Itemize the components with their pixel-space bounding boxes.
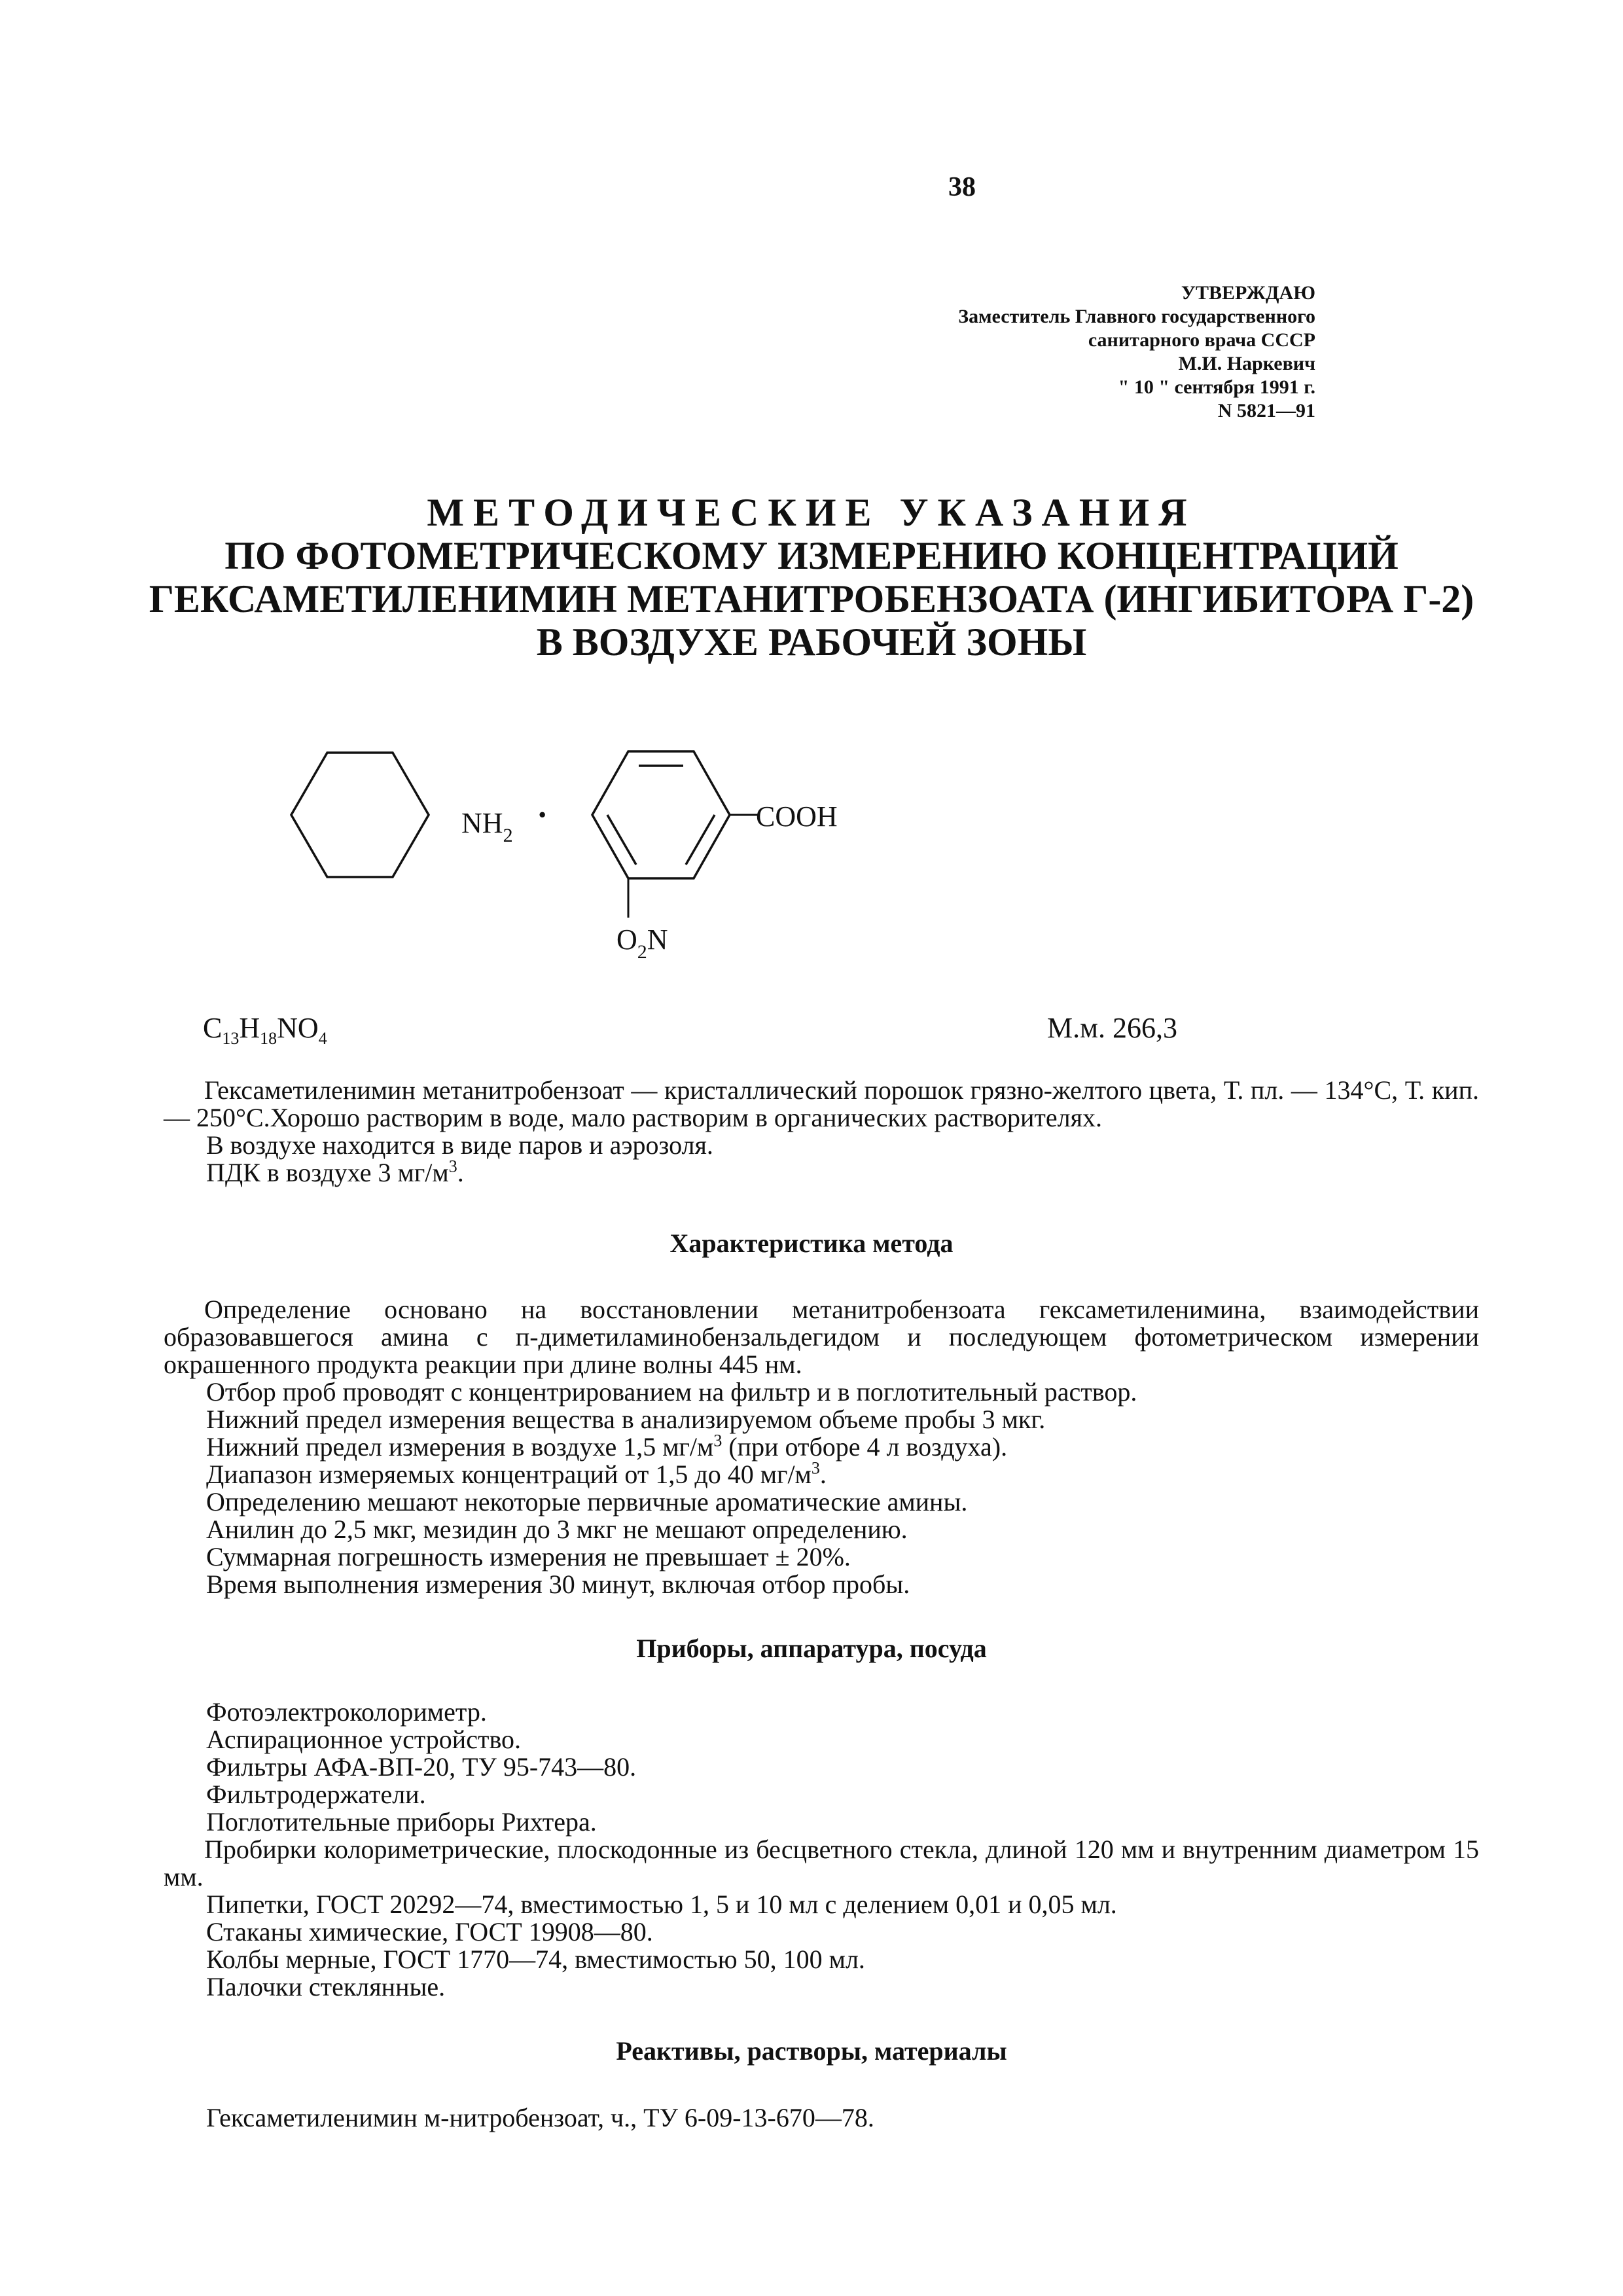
paragraph: В воздухе находится в виде паров и аэрозоля. — [206, 1130, 713, 1160]
list-item: Гексаметиленимин м-нитробензоат, ч., ТУ 6-09-13-670—78. — [206, 2103, 874, 2132]
benzene-ring — [592, 751, 730, 878]
page-number: 38 — [948, 172, 976, 202]
list-item: Время выполнения измерения 30 минут, включая отбор пробы. — [206, 1570, 910, 1599]
approval-date: " 10 " сентября 1991 г. — [1118, 376, 1315, 398]
title-line: В ВОЗДУХЕ РАБОЧЕЙ ЗОНЫ — [536, 620, 1087, 664]
list-item: Анилин до 2,5 мкг, мезидин до 3 мкг не мешают определению. — [206, 1515, 908, 1544]
list-item: Аспирационное устройство. — [206, 1725, 522, 1754]
section-heading: Приборы, аппаратура, посуда — [636, 1634, 987, 1663]
list-item: Фильтры АФА-ВП-20, ТУ 95-743—80. — [206, 1752, 637, 1782]
document-title — [131, 491, 1492, 664]
paragraph: Определение основано на восстановлении метанитробензоата гексаметиленимина, взаимодействии образовавшегося амина с п-диметиламинобензальдегидом и последующем фотометрическом измерении окрашенного продукта реакции при длине волны 445 нм. — [164, 1295, 1479, 1379]
approval-number: N 5821—91 — [1217, 400, 1315, 422]
cyclohexane-ring — [291, 753, 429, 877]
amine-label: $NH_2$ — [461, 807, 513, 846]
list-item: Определению мешают некоторые первичные ароматические амины. — [206, 1487, 968, 1516]
approval-stamp — [818, 281, 1315, 423]
section-heading: Характеристика метода — [669, 1229, 954, 1258]
list-item: Фильтродержатели. — [206, 1780, 426, 1809]
carboxyl-label: COOH — [756, 800, 838, 833]
list-item: Пробирки колориметрические, плоскодонные из бесцветного стекла, длиной 120 мм и внутренним диаметром 15 мм. — [164, 1835, 1479, 1892]
title-line: МЕТОДИЧЕСКИЕ УКАЗАНИЯ — [427, 491, 1196, 534]
title-line: ГЕКСАМЕТИЛЕНИМИН МЕТАНИТРОБЕНЗОАТА (ИНГИБИТОРА Г-2) — [149, 577, 1474, 620]
molecular-formula: $C_{13}H_{18}NO_4$ — [203, 1012, 327, 1048]
list-item: Колбы мерные, ГОСТ 1770—74, вместимостью 50, 100 мл. — [206, 1945, 865, 1974]
list-item: Суммарная погрешность измерения не превышает ± 20%. — [206, 1542, 851, 1571]
approval-heading: УТВЕРЖДАЮ — [1181, 282, 1315, 304]
nitro-label: $O_2N$ — [616, 924, 668, 963]
list-item: Нижний предел измерения вещества в анализируемом объеме пробы 3 мкг. — [206, 1405, 1046, 1434]
approval-name: М.И. Наркевич — [1178, 353, 1315, 374]
list-item: Отбор проб проводят с концентрированием на фильтр и в поглотительный раствор. — [206, 1377, 1137, 1407]
salt-dot: · — [537, 797, 548, 834]
list-item: Фотоэлектроколориметр. — [206, 1697, 487, 1727]
approval-position: санитарного врача СССР — [1088, 329, 1315, 351]
molecular-mass: М.м. 266,3 — [1047, 1012, 1177, 1044]
list-item: Стаканы химические, ГОСТ 19908—80. — [206, 1917, 653, 1946]
paragraph: Гексаметиленимин метанитробензоат — кристаллический порошок грязно-желтого цвета, Т. пл. — 134°С, Т. кип. — 250°С.Хорошо растворим в воде, мало растворим в органических растворителях. — [164, 1075, 1479, 1132]
list-item: Пипетки, ГОСТ 20292—74, вместимостью 1, 5 и 10 мл с делением 0,01 и 0,05 мл. — [206, 1890, 1117, 1919]
list-item: Диапазон измеряемых концентраций от 1,5 до 40 $мг/м^3$. — [206, 1458, 827, 1489]
list-item: Поглотительные приборы Рихтера. — [206, 1807, 597, 1837]
approval-position: Заместитель Главного государственного — [958, 306, 1315, 327]
section-heading: Реактивы, растворы, материалы — [616, 2036, 1007, 2066]
paragraph: ПДК в воздухе 3 $мг/м^3$. — [206, 1157, 464, 1187]
title-line: ПО ФОТОМЕТРИЧЕСКОМУ ИЗМЕРЕНИЮ КОНЦЕНТРАЦИЙ — [224, 534, 1399, 577]
list-item: Нижний предел измерения в воздухе 1,5 $мг/м^3$ (при отборе 4 л воздуха). — [206, 1431, 1008, 1462]
structural-formula — [275, 726, 916, 988]
list-item: Палочки стеклянные. — [206, 1972, 446, 2001]
